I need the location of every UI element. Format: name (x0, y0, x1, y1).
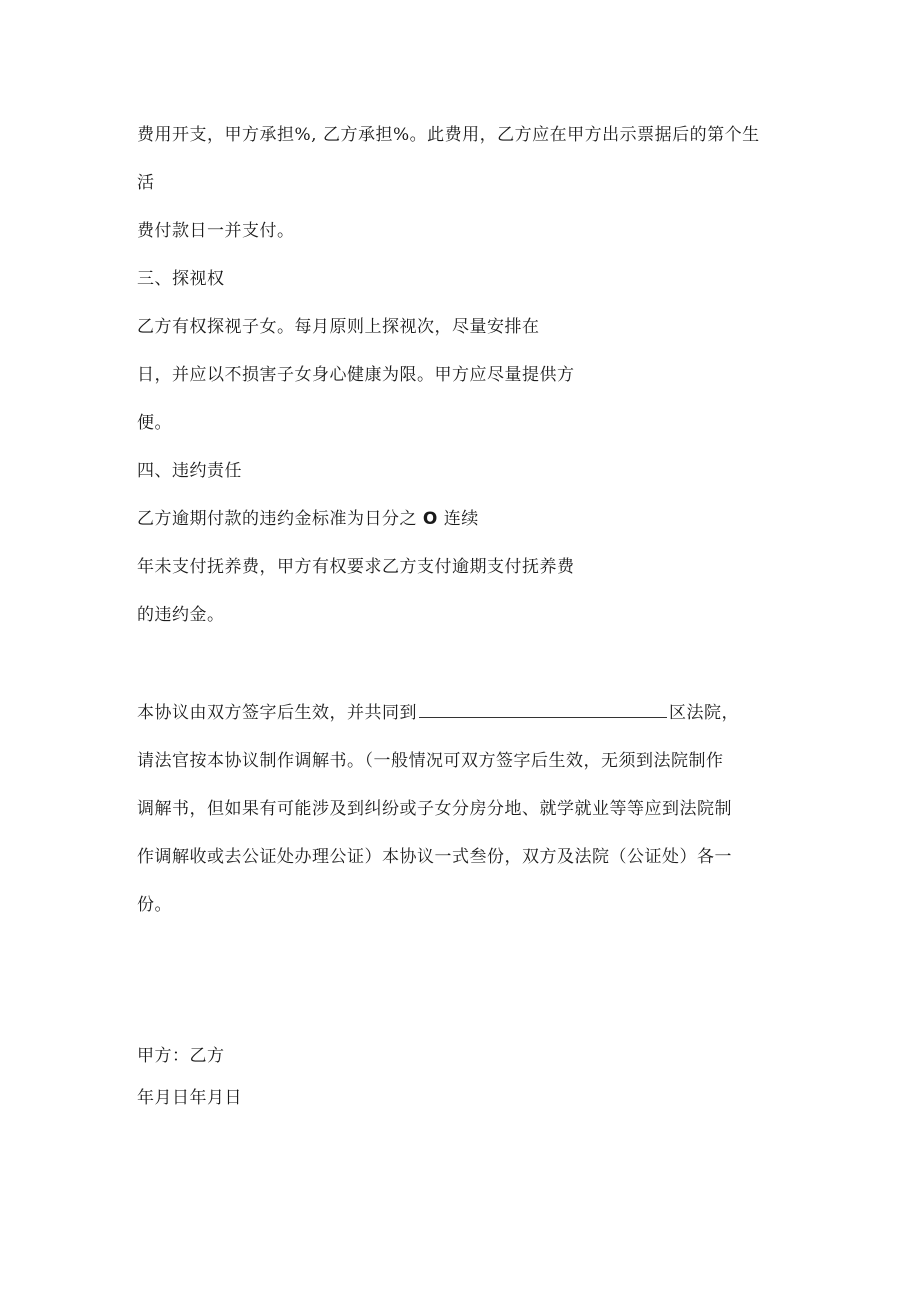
section-heading-visitation: 三、探视权 (137, 269, 225, 289)
paragraph-line-7-symbol: O (422, 509, 438, 529)
paragraph-line-7 (137, 507, 479, 531)
paragraph-line-13: 作调解收或去公证处办理公证）本协议一式叁份，双方及法院（公证处）各一 (137, 847, 732, 867)
paragraph-line-1: 费用开支，甲方承担%, 乙方承担%。此费用，乙方应在甲方出示票据后的第个生 (137, 125, 760, 145)
paragraph-line-11: 请法官按本协议制作调解书。（一般情况可双方签字后生效，无须到法院制作 (137, 751, 724, 771)
paragraph-line-14: 份。 (137, 895, 172, 915)
paragraph-line-7-text: 乙方逾期付款的违约金标准为日分之 (137, 509, 417, 529)
signature-parties: 甲方：乙方 (137, 1046, 225, 1066)
signature-dates: 年月日年月日 (137, 1088, 242, 1108)
paragraph-line-12: 调解书，但如果有可能涉及到纠纷或子女分房分地、就学就业等等应到法院制 (137, 799, 732, 819)
paragraph-line-5: 日，并应以不损害子女身心健康为限。甲方应尽量提供方 (137, 365, 575, 385)
paragraph-line-8: 年未支付抚养费，甲方有权要求乙方支付逾期支付抚养费 (137, 557, 575, 577)
paragraph-line-10-text: 本协议由双方签字后生效，并共同到 (137, 703, 417, 723)
paragraph-line-3: 费付款日一并支付。 (137, 221, 295, 241)
paragraph-line-7-end: 连续 (443, 509, 479, 529)
section-heading-breach: 四、违约责任 (137, 461, 242, 481)
paragraph-line-2: 活 (137, 173, 155, 193)
court-name-blank (419, 701, 667, 718)
paragraph-line-9: 的违约金。 (137, 605, 225, 625)
paragraph-line-10-end: 区法院， (669, 703, 739, 723)
paragraph-line-4: 乙方有权探视子女。每月原则上探视次，尽量安排在 (137, 317, 540, 337)
paragraph-line-10 (137, 701, 739, 725)
paragraph-line-6: 便。 (137, 413, 172, 433)
